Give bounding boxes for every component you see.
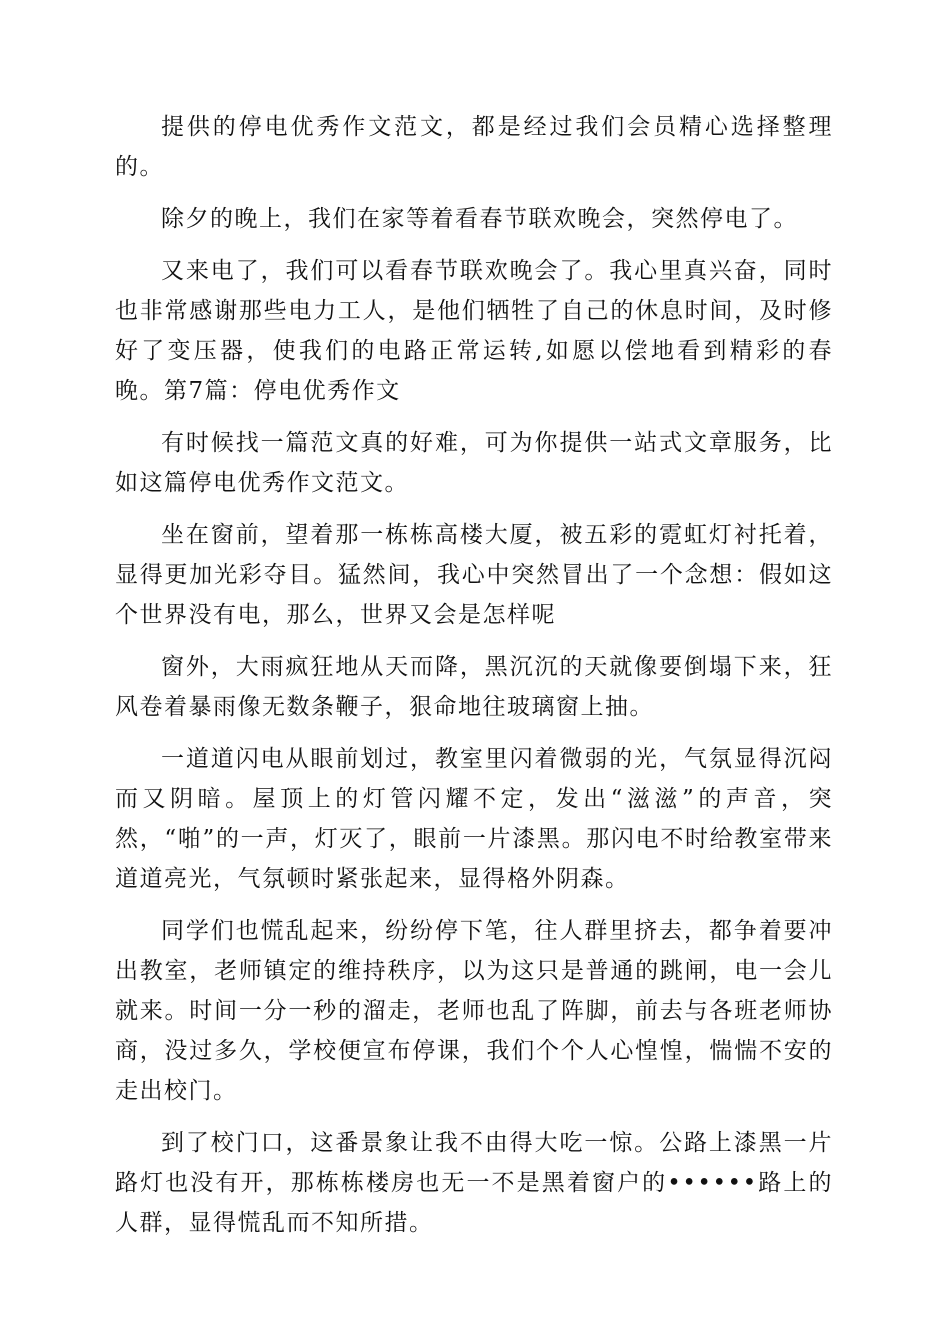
paragraph: 有时候找一篇范文真的好难，可为你提供一站式文章服务，比如这篇停电优秀作文范文。 [115,430,833,496]
paragraph: 同学们也慌乱起来，纷纷停下笔，往人群里挤去，都争着要冲出教室，老师镇定的维持秩序，以为这只是普通的跳闸，电一会儿就来。时间一分一秒的溜走，老师也乱了阵脚，前去与各班老师协商，没过多久，学校便宣布停课，我们个个人心惶惶，惴惴不安的走出校门。 [115,918,833,1104]
paragraph: 窗外，大雨疯狂地从天而降，黑沉沉的天就像要倒塌下来，狂风卷着暴雨像无数条鞭子，狠命地往玻璃窗上抽。 [115,654,833,720]
paragraph: 一道道闪电从眼前划过，教室里闪着微弱的光，气氛显得沉闷而又阴暗。屋顶上的灯管闪耀不定，发出“滋滋”的声音，突然，“啪”的一声，灯灭了，眼前一片漆黑。那闪电不时给教室带来道道亮光，气氛顿时紧张起来，显得格外阴森。 [115,746,833,892]
paragraph: 除夕的晚上，我们在家等着看春节联欢晚会，突然停电了。 [161,206,798,232]
paragraph: 坐在窗前，望着那一栋栋高楼大厦，被五彩的霓虹灯衬托着，显得更加光彩夺目。猛然间，我心中突然冒出了一个念想：假如这个世界没有电，那么，世界又会是怎样呢 [115,522,833,628]
document-body [115,107,833,1255]
paragraph: 到了校门口，这番景象让我不由得大吃一惊。公路上漆黑一片路灯也没有开，那栋栋楼房也无一不是黑着窗户的••••••路上的人群，显得慌乱而不知所措。 [115,1130,833,1236]
paragraph: 提供的停电优秀作文范文，都是经过我们会员精心选择整理的。 [115,114,833,180]
paragraph: 又来电了，我们可以看春节联欢晚会了。我心里真兴奋，同时也非常感谢那些电力工人，是他们牺牲了自己的休息时间，及时修好了变压器，使我们的电路正常运转,如愿以偿地看到精彩的春晚。第7篇：停电优秀作文 [115,258,833,404]
